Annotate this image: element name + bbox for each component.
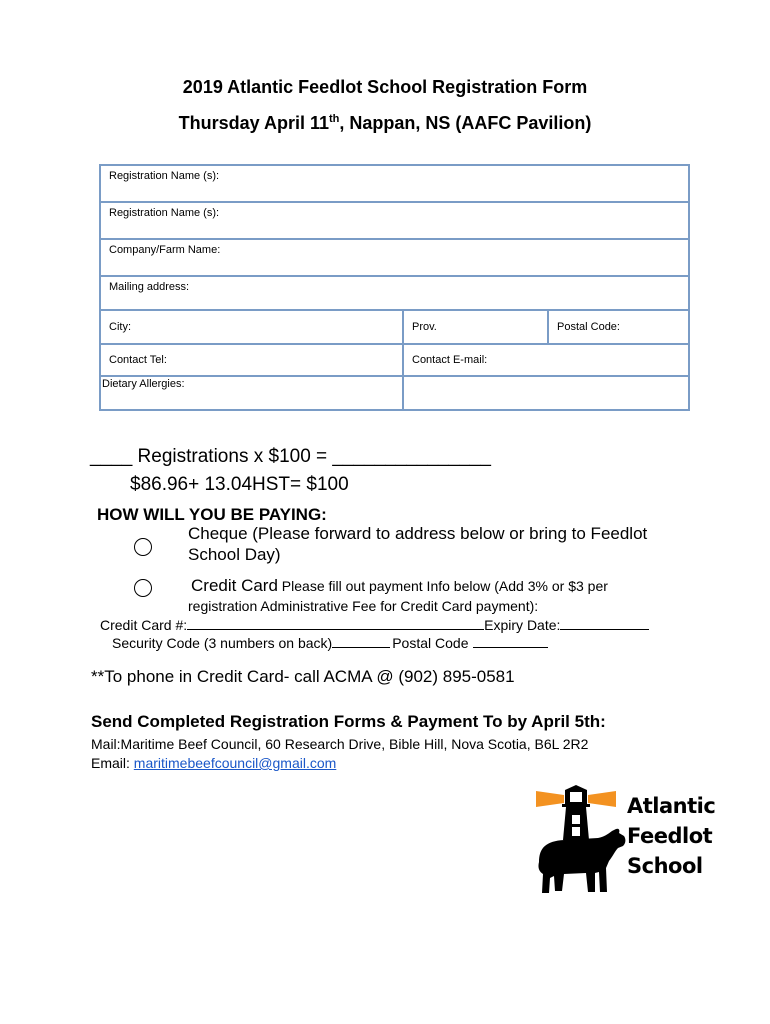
- registration-name-1-field[interactable]: Registration Name (s):: [100, 165, 689, 202]
- security-code-label: Security Code (3 numbers on back): [112, 635, 333, 651]
- credit-card-radio[interactable]: [134, 579, 152, 597]
- contact-email-field[interactable]: Contact E-mail:: [403, 344, 689, 376]
- email-link[interactable]: maritimebeefcouncil@gmail.com: [133, 755, 337, 771]
- logo-line-1: Atlantic: [627, 794, 716, 818]
- light-beam-right-icon: [588, 791, 616, 807]
- credit-card-description: Please fill out payment Info below (Add 3% or $3 per: [277, 578, 608, 594]
- registration-name-2-field[interactable]: Registration Name (s):: [100, 202, 689, 239]
- company-farm-field[interactable]: Company/Farm Name:: [100, 239, 689, 276]
- light-beam-left-icon: [536, 791, 564, 807]
- subtitle-ordinal: th: [328, 113, 340, 125]
- postal-code-field[interactable]: Postal Code:: [548, 310, 689, 344]
- credit-card-number-blank[interactable]: [187, 615, 484, 630]
- prov-field[interactable]: Prov.: [403, 310, 548, 344]
- lighthouse-icon: [536, 785, 616, 840]
- email-line: [91, 755, 336, 771]
- credit-card-number-row: [100, 615, 649, 633]
- subtitle-location: , Nappan, NS (AAFC Pavilion): [339, 113, 592, 133]
- credit-card-option-line2: registration Administrative Fee for Credit Card payment):: [188, 598, 539, 614]
- credit-card-title: Credit Card: [191, 576, 278, 595]
- registration-count-line: [90, 446, 491, 468]
- contact-tel-field[interactable]: Contact Tel:: [100, 344, 403, 376]
- registration-total-blank[interactable]: _______________: [332, 446, 491, 467]
- cheque-option-line1: Cheque (Please forward to address below or bring to Feedlot: [188, 524, 648, 543]
- dietary-allergies-extra-cell[interactable]: [403, 376, 689, 410]
- registration-count-label: Registrations x $100 =: [132, 446, 333, 467]
- card-postal-code-label: Postal Code: [392, 635, 469, 651]
- form-title: 2019 Atlantic Feedlot School Registration Form: [182, 77, 588, 97]
- lighthouse-roof-icon: [565, 785, 587, 790]
- price-breakdown: $86.96+ 13.04HST= $100: [130, 474, 349, 495]
- payment-heading: HOW WILL YOU BE PAYING:: [97, 505, 327, 524]
- city-field[interactable]: City:: [100, 310, 403, 344]
- form-subtitle: [0, 113, 770, 134]
- logo-line-3: School: [627, 854, 703, 878]
- mail-address: Mail:Maritime Beef Council, 60 Research Drive, Bible Hill, Nova Scotia, B6L 2R2: [91, 736, 589, 752]
- expiry-date-blank[interactable]: [560, 615, 649, 630]
- email-label: Email:: [91, 755, 134, 771]
- subtitle-date: Thursday April 11: [178, 113, 329, 133]
- dietary-allergies-field[interactable]: Dietary Allergies:: [100, 376, 403, 410]
- card-postal-code-blank[interactable]: [473, 633, 548, 648]
- phone-note: **To phone in Credit Card- call ACMA @ (902) 895-0581: [91, 667, 515, 686]
- expiry-date-label: Expiry Date:: [484, 617, 561, 633]
- cheque-radio[interactable]: [134, 538, 152, 556]
- logo-line-2: Feedlot: [627, 824, 713, 848]
- mailing-address-field[interactable]: Mailing address:: [100, 276, 689, 310]
- credit-card-number-label: Credit Card #:: [100, 617, 188, 633]
- security-code-blank[interactable]: [332, 633, 390, 648]
- cheque-option-line2: School Day): [188, 545, 281, 564]
- registration-count-blank[interactable]: ____: [90, 446, 133, 467]
- registration-table: [99, 164, 690, 411]
- send-heading: Send Completed Registration Forms & Payment To by April 5th:: [91, 712, 606, 731]
- credit-card-option-line1: [191, 576, 608, 596]
- security-code-row: [112, 633, 548, 651]
